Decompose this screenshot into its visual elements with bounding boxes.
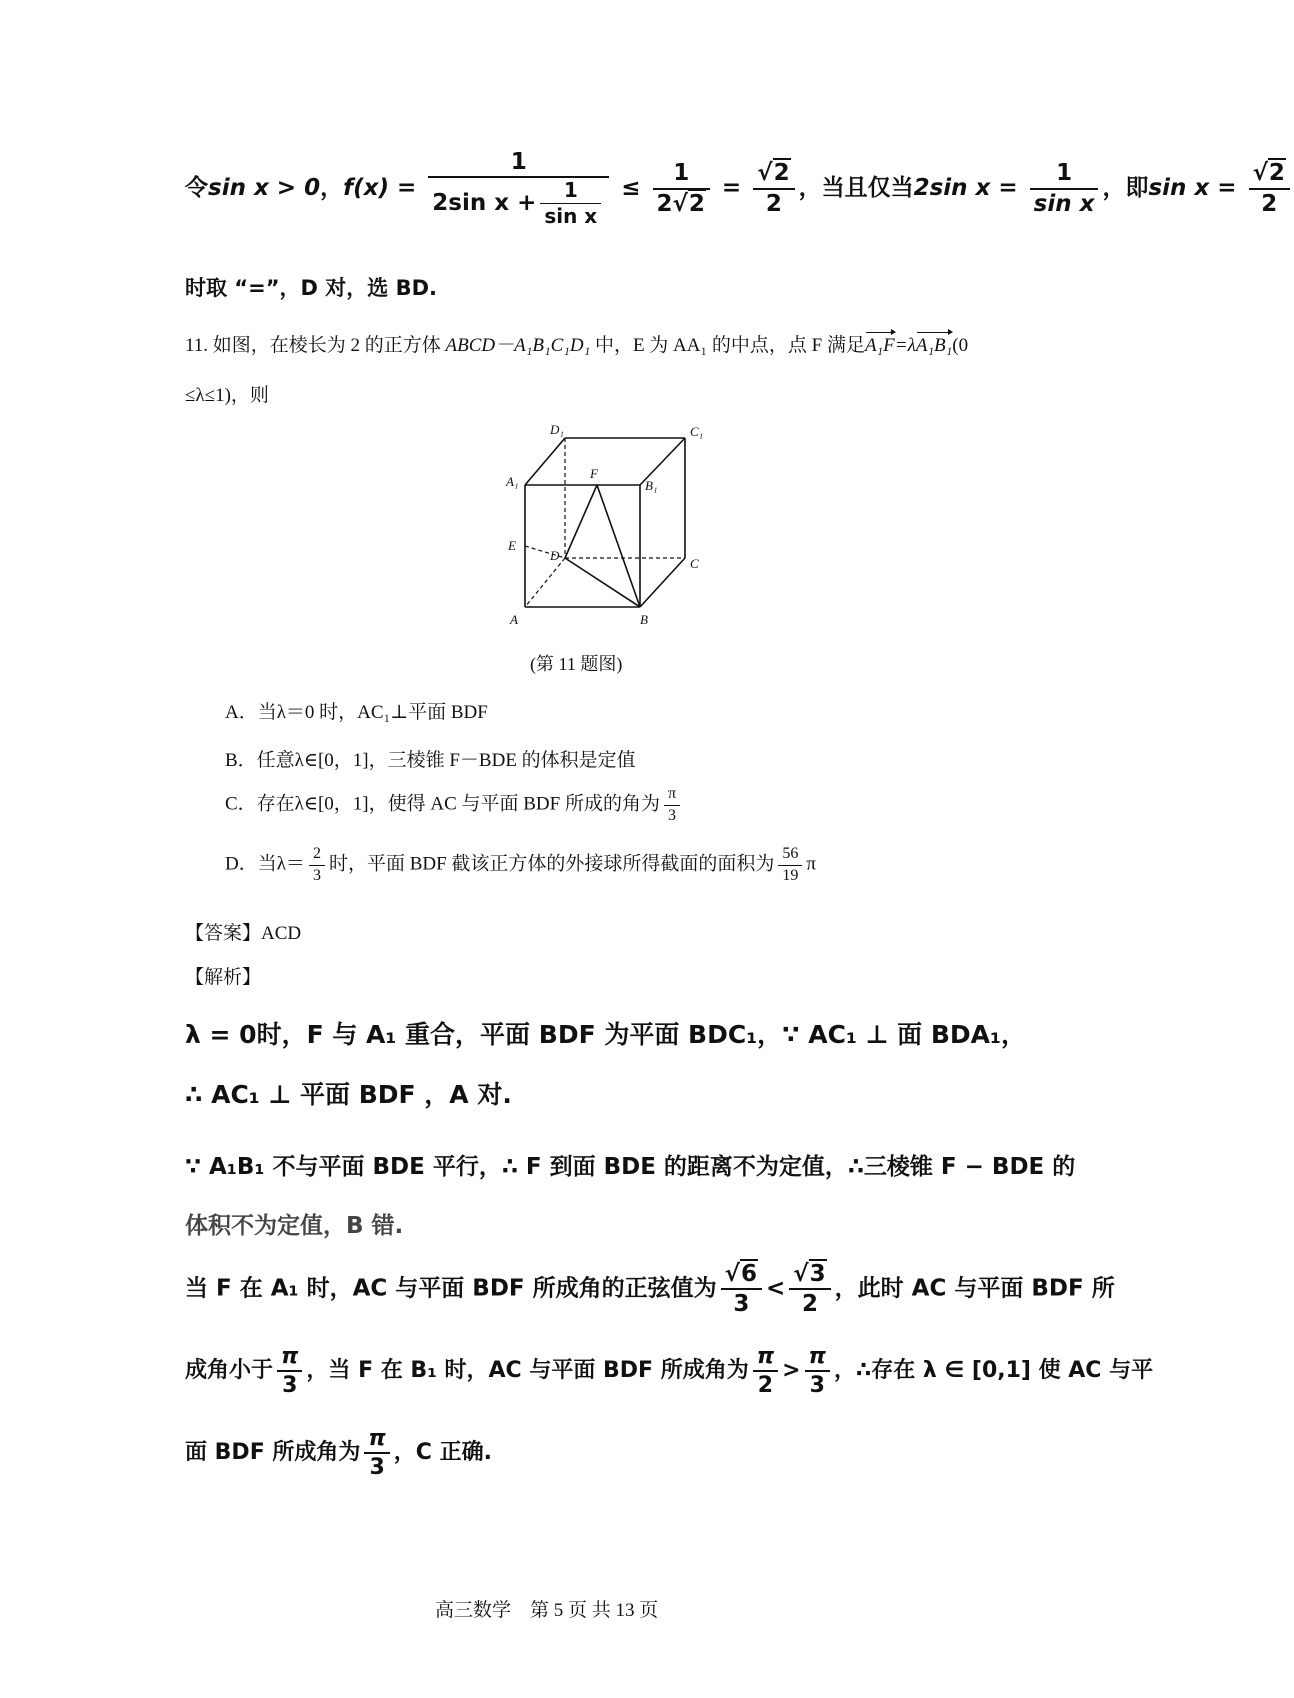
label-b1: B₁ [645,478,658,493]
fraction: $\frac{√2}{2}$ [753,161,794,215]
analysis-p1-line2: ∴ AC₁ ⊥ 平面 BDF ，A 对. [185,1080,512,1109]
analysis-label: 【解析】 [185,967,262,988]
fraction: $\frac{\pi}{3}$ [664,786,680,825]
label-a: A [510,612,518,627]
solution10-line1: 令sin x > 0，f(x) = 1 2sin x + $\frac{1}{\text{sin x}}$ ≤ $\frac{1}{2√2}$ = $\frac{√2}{2}$ ，当且仅当2sin x = $\frac{1}{\text{sin x}}$ ，即sin x = $\frac{√2}{2}$ [185,150,1294,227]
fraction: $\frac{\pi}{3}$ [364,1427,389,1479]
analysis-p3-line3: 面 BDF 所成角为 $\frac{\pi}{3}$ ，C 正确. [185,1426,492,1481]
label-a1: A₁ [506,474,519,489]
option-a: A．当λ＝0 时，AC₁⊥平面 BDF [225,702,488,723]
fraction: $\frac{2}{3}$ [309,846,325,885]
fraction: $\frac{1}{\text{sin x}}$ [540,180,601,227]
fraction: $\frac{\pi}{3}$ [805,1345,830,1397]
label-c: C [690,556,699,571]
option-b: B．任意λ∈[0，1]，三棱锥 F－BDE 的体积是定值 [225,750,636,771]
fraction: $\frac{\pi}{3}$ [277,1345,302,1397]
fraction: $\frac{√6}{3}$ [721,1262,762,1316]
label-b: B [640,612,648,627]
fraction: $\frac{√2}{2}$ [1249,161,1290,215]
analysis-p2-line1: ∵ A₁B₁ 不与平面 BDE 平行，∴ F 到面 BDE 的距离不为定值，∴三棱锥 F − BDE 的 [185,1154,1076,1180]
cube-figure [490,420,720,635]
question11-stem-line2: ≤λ≤1)，则 [185,385,269,406]
vector: A₁B₁ [915,335,953,356]
analysis-p3-line2: 成角小于 $\frac{\pi}{3}$ ，当 F 在 B₁ 时，AC 与平面 BDF 所成角为 $\frac{\pi}{2}$ > $\frac{\pi}{3}$ ，∴存在 λ ∈ [0,1] 使 AC 与平 [185,1344,1154,1399]
figure-caption: (第 11 题图) [530,654,623,674]
fraction: $\frac{1}{\text{sin x}}$ [1030,161,1099,215]
answer-label: 【答案】ACD [185,923,302,944]
option-c: C．存在λ∈[0，1]，使得 AC 与平面 BDF 所成的角为 $\frac{\pi}{3}$ [225,786,684,825]
label-e: E [508,538,516,553]
fraction: $\frac{1}{2√2}$ [653,161,710,215]
label-d1: D₁ [550,422,564,437]
fraction: 1 2sin x + $\frac{1}{\text{sin x}}$ [428,150,609,227]
fraction: $\frac{√3}{2}$ [789,1262,830,1316]
solution10-line2: 时取 “=”，D 对，选 BD. [185,276,437,300]
analysis-p1-line1: λ = 0时，F 与 A₁ 重合，平面 BDF 为平面 BDC₁，∵ AC₁ ⊥ 面 BDA₁， [185,1020,1026,1049]
label-c1: C₁ [690,424,704,439]
label-d: D [550,548,560,563]
page-footer: 高三数学 第 5 页 共 13 页 [435,1600,659,1621]
fraction: $\frac{\pi}{2}$ [753,1345,778,1397]
question11-stem-line1: 11. 如图，在棱长为 2 的正方体 ABCD－A₁B₁C₁D₁ 中，E 为 AA₁ 的中点，点 F 满足A₁F=λA₁B₁(0 [185,335,969,356]
analysis-p3-line1: 当 F 在 A₁ 时，AC 与平面 BDF 所成角的正弦值为 $\frac{√6}{3}$ < $\frac{√3}{2}$ ，此时 AC 与平面 BDF 所 [185,1261,1115,1318]
analysis-p2-line2: 体积不为定值，B 错. [185,1213,404,1239]
option-d: D．当λ＝ $\frac{2}{3}$ 时，平面 BDF 截该正方体的外接球所得截面的面积为 $\frac{56}{19}$ π [225,845,816,884]
vector: A₁F [864,335,895,356]
label-f: F [590,466,598,481]
fraction: $\frac{56}{19}$ [778,846,802,885]
